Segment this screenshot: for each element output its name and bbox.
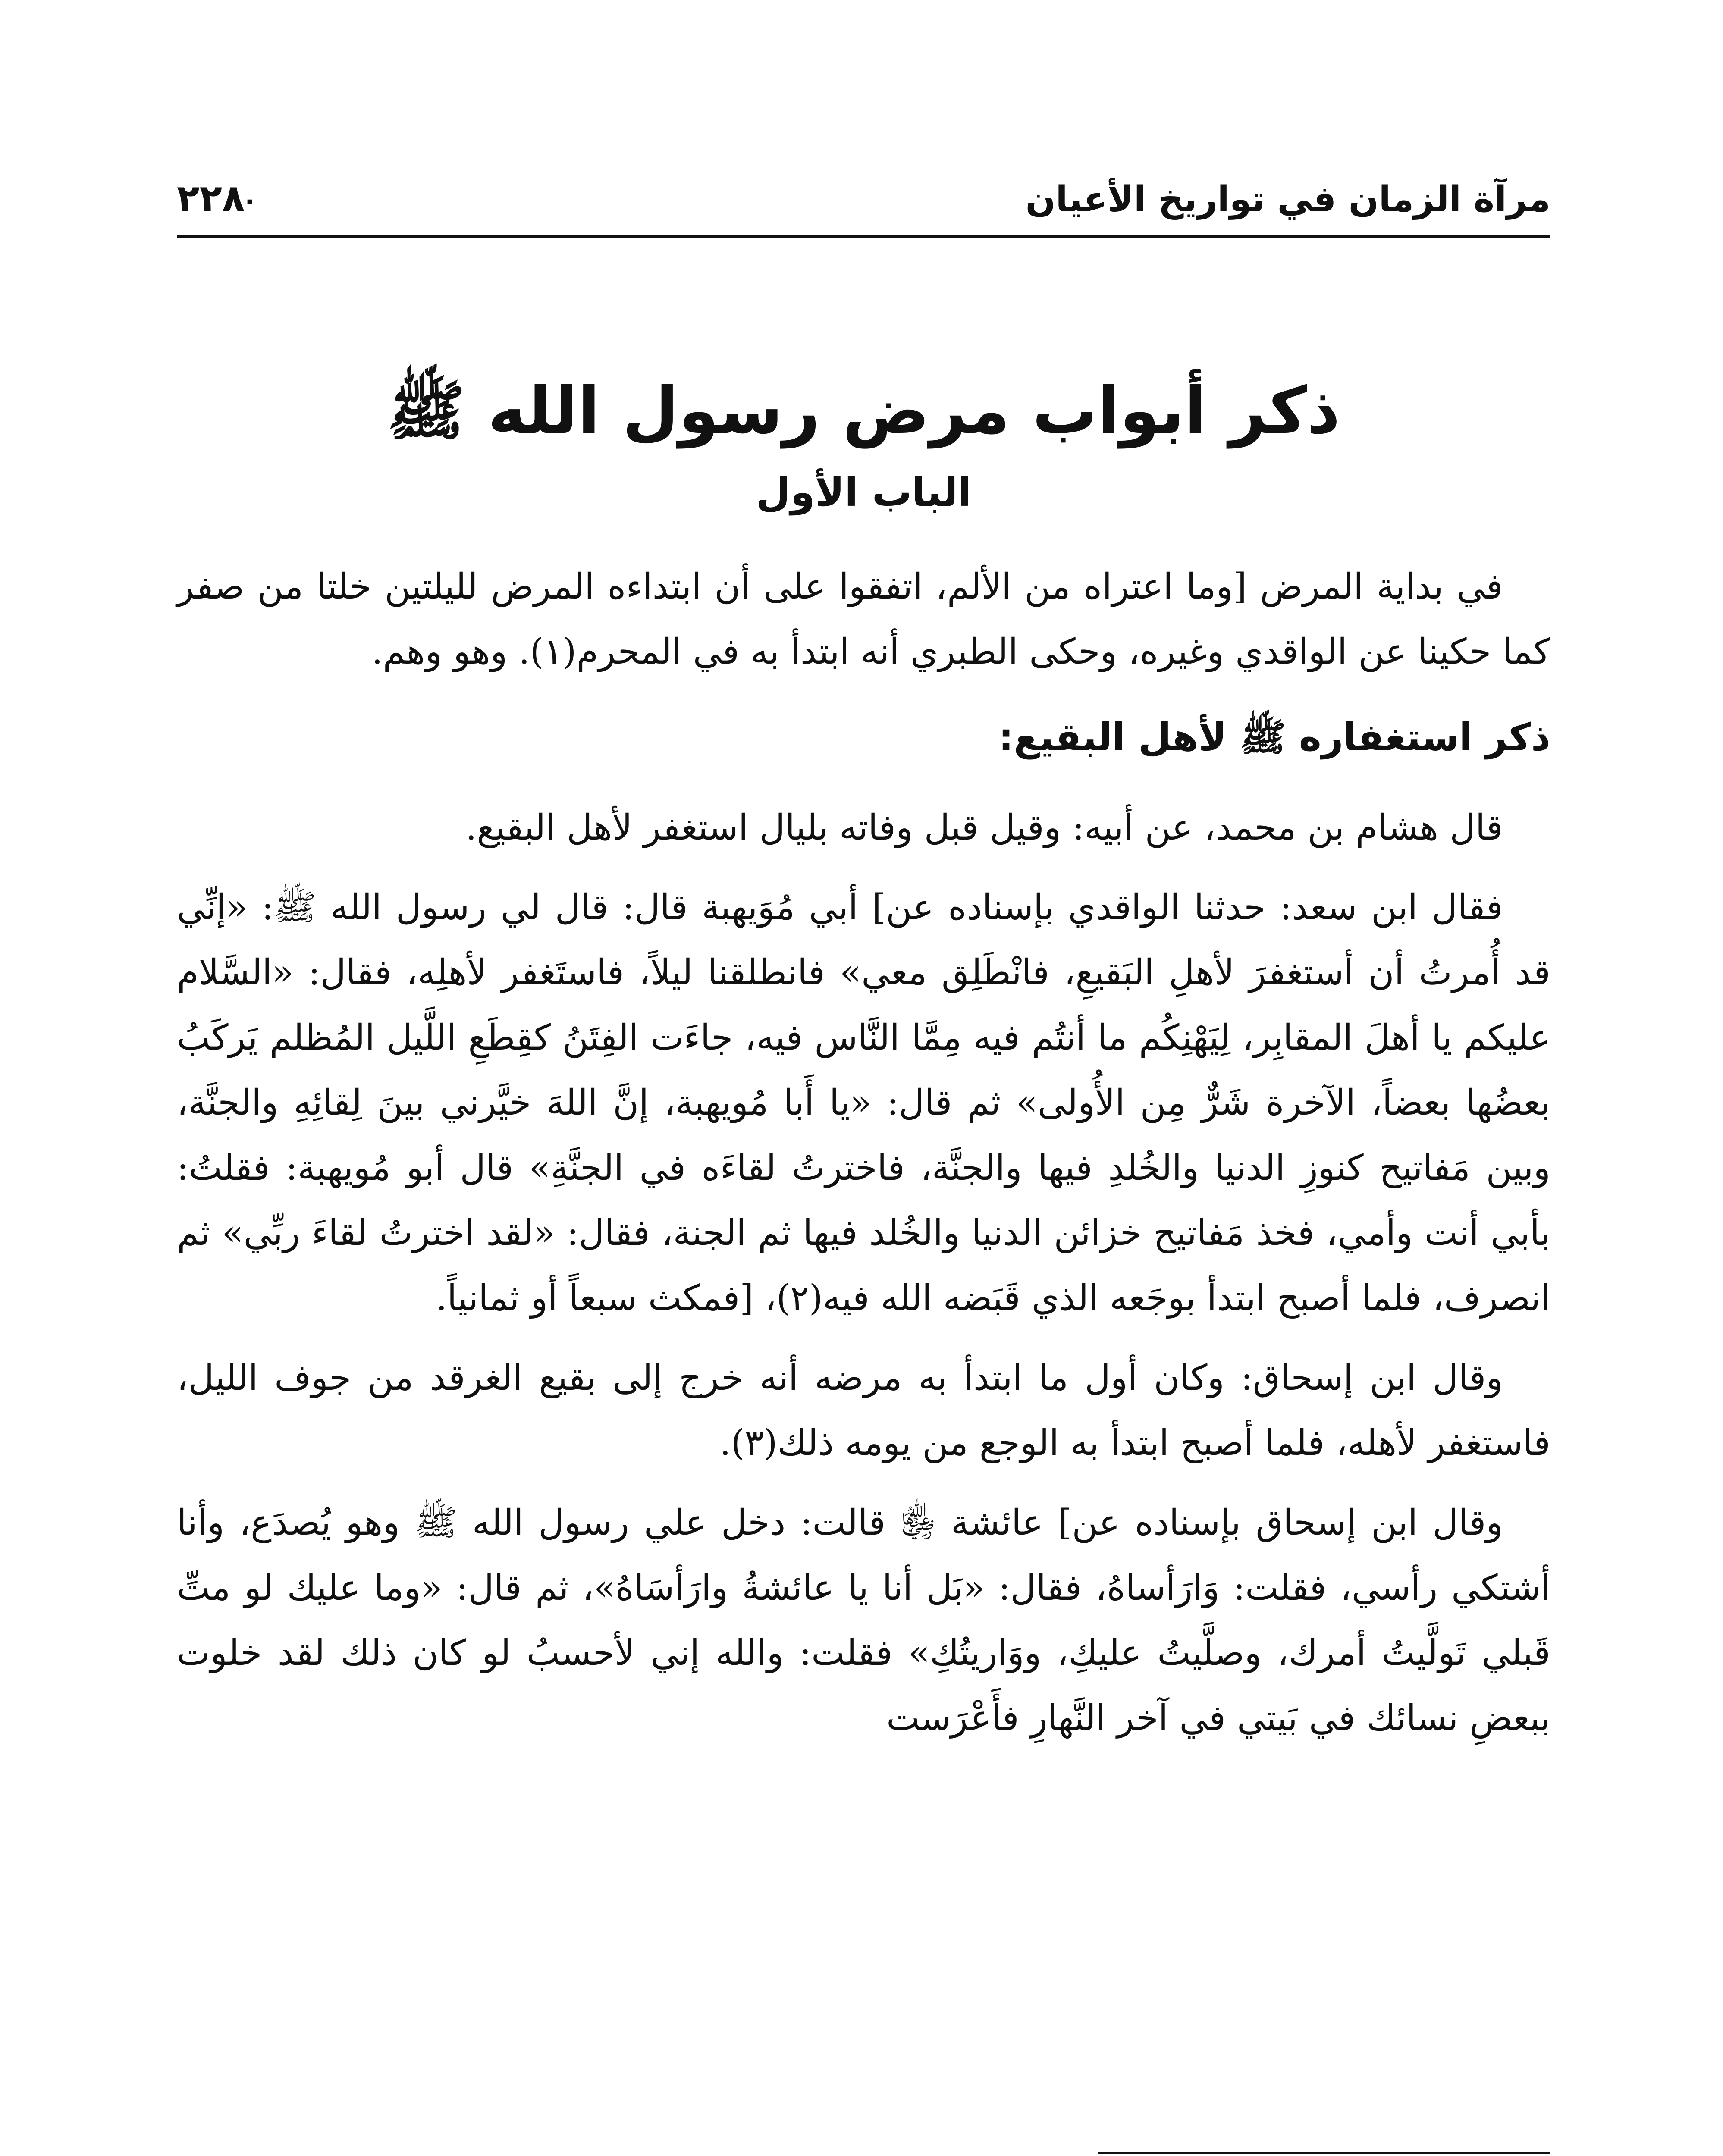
page-number-value: ٢٢٨ <box>177 177 245 220</box>
paragraph-ibn-saad: فقال ابن سعد: حدثنا الواقدي بإسناده عن] أبي مُوَيهبة قال: قال لي رسول الله ﷺ: «إنِّي قد أُمرتُ أن أستغفرَ لأهلِ البَقيعِ، فانْطَلِق معي» فانطلقنا ليلاً، فاستَغفر لأهلِه، فقال: «السَّلام عليكم يا أهلَ المقابِر، لِيَهْنِكُم ما أنتُم فيه مِمَّا النَّاس فيه، جاءَت الفِتَنُ كقِطَعِ اللَّيل المُظلم يَركَبُ بعضُها بعضاً، الآخرة شَرٌّ مِن الأُولى» ثم قال: «يا أَبا مُويهبة، إنَّ اللهَ خيَّرني بينَ لِقائِهِ والجنَّة، وبين مَفاتيح كنوزِ الدنيا والخُلدِ فيها والجنَّة، فاخترتُ لقاءَه في الجنَّةِ» قال أبو مُويهبة: فقلتُ: بأبي أنت وأمي، فخذ مَفاتيح خزائن الدنيا والخُلد فيها ثم الجنة، فقال: «لقد اخترتُ لقاءَ ربِّي» ثم انصرف، فلما أصبح ابتدأ بوجَعه الذي قَبَضه الله فيه(٢)، [فمكث سبعاً أو ثمانياً. <box>177 887 1550 1319</box>
paragraph-aisha: وقال ابن إسحاق بإسناده عن] عائشة ﵂ قالت: دخل علي رسول الله ﷺ وهو يُصدَع، وأنا أشتكي رأسي، فقلت: وَارَأساهُ، فقال: «بَل أنا يا عائشةُ وارَأسَاهُ»، ثم قال: «وما عليك لو متِّ قَبلي تَولَّيتُ أمرك، وصلَّيتُ عليكِ، ووَاريتُكِ» فقلت: والله إني لأحسبُ لو كان ذلك لقد خلوت ببعضِ نسائك في بَيتي في آخر النَّهارِ فأَعْرَست <box>177 1502 1550 1739</box>
footnote-divider <box>1098 2152 1550 2154</box>
subheading-istighfar: ذكر استغفاره ﷺ لأهل البقيع: <box>998 714 1550 759</box>
paragraph-hisham: قال هشام بن محمد، عن أبيه: وقيل قبل وفاته بليال استغفر لأهل البقيع. <box>465 807 1503 848</box>
running-header <box>177 147 1550 238</box>
paragraph-ibn-ishaq: وقال ابن إسحاق: وكان أول ما ابتدأ به مرضه أنه خرج إلى بقيع الغرقد من جوف الليل، فاستغفر لأهله، فلما أصبح ابتدأ به الوجع من يومه ذلك(٣). <box>177 1357 1550 1463</box>
separator-dot-icon: · <box>245 187 255 217</box>
book-title: مرآة الزمان في تواريخ الأعيان <box>1025 179 1550 220</box>
page-number <box>177 177 272 220</box>
paragraph-intro: في بداية المرض [وما اعتراه من الألم، اتفقوا على أن ابتداءه المرض لليلتين خلتا من صفر كما حكينا عن الواقدي وغيره، وحكى الطبري أنه ابتدأ به في المحرم(١). وهو وهم. <box>177 566 1550 672</box>
section-title: الباب الأول <box>756 469 972 515</box>
chapter-title: ذكر أبواب مرض رسول الله ﷺ <box>387 373 1340 448</box>
main-text <box>177 371 1550 1765</box>
